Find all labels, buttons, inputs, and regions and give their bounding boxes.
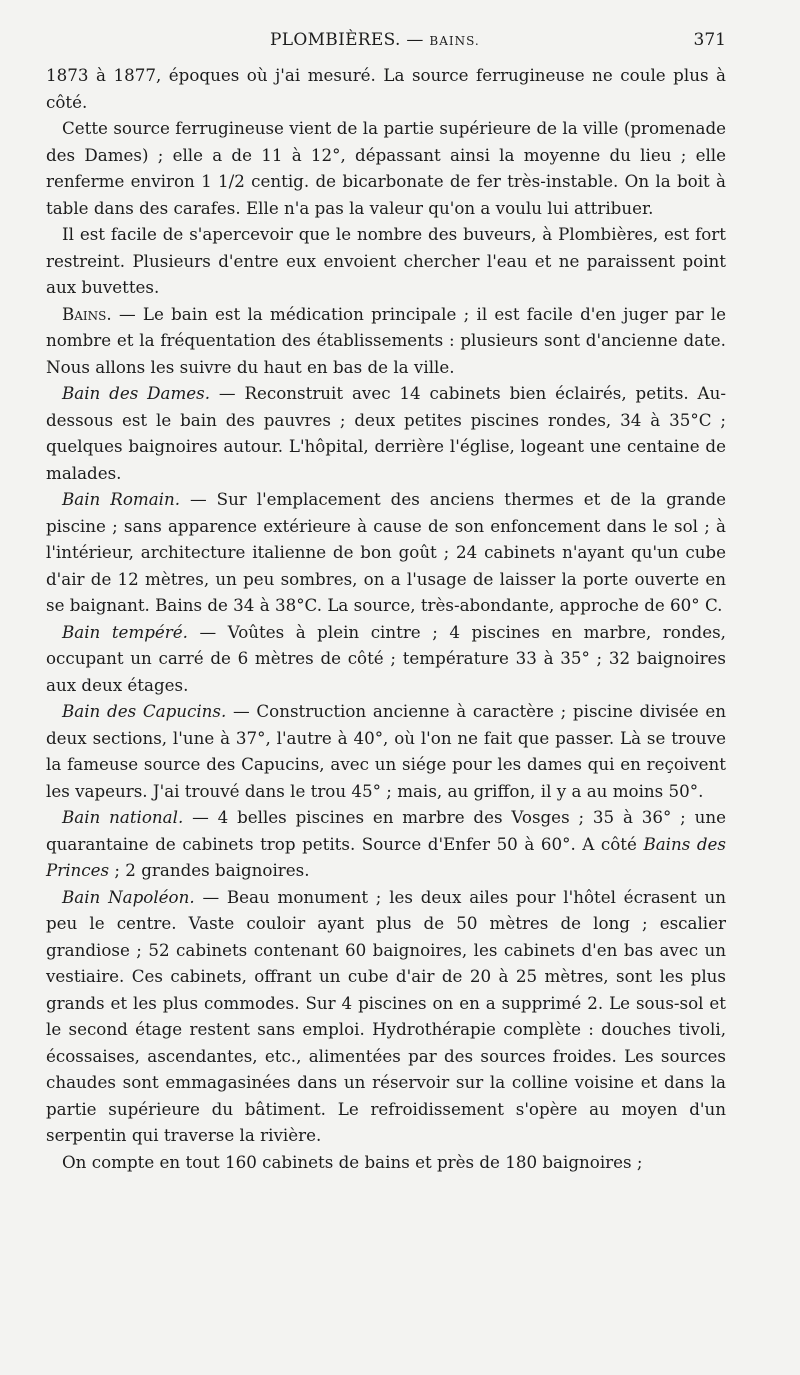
paragraph (46, 884, 726, 1149)
paragraph (46, 115, 726, 221)
italic-heading: Bain tempéré. (62, 621, 188, 642)
paragraph-text: 1873 à 1877, époques où j'ai mesuré. La source ferrugineuse ne coule plus à côté. (46, 65, 726, 112)
small-caps-heading: Bains. (62, 303, 112, 324)
paragraph-text: — 4 belles piscines en marbre des Vosges ; 35 à 36° ; une quarantaine de cabinets trop petits. Source d'Enfer 50 à 60°. A côté (46, 807, 726, 854)
paragraph-text: — Sur l'emplacement des anciens thermes et de la grande piscine ; sans apparence extérieure à cause de son enfoncement dans le sol ; à l'intérieur, architecture italienne de bon goût ; 24 cabinets n'ayant qu'un cube d'air de 12 mètres, un peu sombres, on a l'usage de laisser la porte ouverte en se baignant. Bains de 34 à 38°C. La source, très-abondante, approche de 60° C. (46, 489, 727, 615)
body-text (46, 62, 726, 1175)
running-header (46, 28, 726, 62)
italic-heading: Bain des Capucins. (62, 701, 227, 721)
italic-heading: Bain des Dames. (62, 383, 211, 403)
running-title: PLOMBIÈRES. — BAINS. (270, 30, 480, 50)
paragraph (46, 804, 726, 884)
italic-heading: Bain national. (62, 807, 184, 827)
paragraph (46, 380, 726, 486)
paragraph-text: On compte en tout 160 cabinets de bains et près de 180 baignoires ; (62, 1151, 643, 1172)
paragraph-text: — Reconstruit avec 14 cabinets bien éclairés, petits. Au-dessous est le bain des pauvres ; deux petites piscines rondes, 34 à 35°C ; quelques baignoires autour. L'hôpital, derrière l'église, logeant une centaine de malades. (46, 383, 726, 483)
paragraph (46, 619, 726, 699)
paragraph-text: Cette source ferrugineuse vient de la partie supérieure de la ville (promenade des Dames) ; elle a de 11 à 12°, dépassant ainsi la moyenne du lieu ; elle renferme environ 1 1/2 centig. de bicarbonate de fer très-instable. On la boit à table dans des carafes. Elle n'a pas la valeur qu'on a voulu lui attribuer. (46, 118, 726, 218)
italic-heading: Bains des Princes (46, 833, 726, 880)
italic-heading: Bain Napoléon. (62, 886, 195, 907)
paragraph-text: — Le bain est la médication principale ; il est facile d'en juger par le nombre et la fréquentation des établissements : plusieurs sont d'ancienne date. Nous allons les suivre du haut en bas de la ville. (46, 303, 726, 377)
paragraph (46, 62, 726, 115)
running-subtitle: BAINS. (429, 34, 480, 48)
paragraph-text: — Construction ancienne à caractère ; piscine divisée en deux sections, l'une à 37°, l'autre à 40°, où l'on ne fait que passer. Là se trouve la fameuse source des Capucins, avec un siége pour les dames qui en reçoivent les vapeurs. J'ai trouvé dans le trou 45° ; mais, au griffon, il y a au moins 50°. (46, 701, 726, 801)
paragraph (46, 486, 726, 619)
italic-heading: Bain Romain. (62, 489, 181, 509)
paragraph (46, 221, 726, 301)
paragraph (46, 301, 726, 381)
page-number: 371 (693, 30, 726, 50)
paragraph (46, 1149, 726, 1176)
paragraph-text: Il est facile de s'apercevoir que le nombre des buveurs, à Plombières, est fort restreint. Plusieurs d'entre eux envoient chercher l'eau et ne paraissent point aux buvettes. (46, 224, 726, 297)
paragraph (46, 698, 726, 804)
paragraph-text: — Voûtes à plein cintre ; 4 piscines en marbre, rondes, occupant un carré de 6 mètres de côté ; température 33 à 35° ; 32 baignoires aux deux étages. (46, 621, 726, 695)
paragraph-text: ; 2 grandes baignoires. (109, 860, 310, 880)
paragraph-text: — Beau monument ; les deux ailes pour l'hôtel écrasent un peu le centre. Vaste couloir ayant plus de 50 mètres de long ; escalier grandiose ; 52 cabinets contenant 60 baignoires, les cabinets d'en bas avec un vestiaire. Ces cabinets, offrant un cube d'air de 20 à 25 mètres, sont les plus grands et les plus commodes. Sur 4 piscines on en a supprimé 2. Le sous-sol et le second étage restent sans emploi. Hydrothérapie complète : douches tivoli, écossaises, ascendantes, etc., alimentées par des sources froides. Les sources chaudes sont emmagasinées dans un réservoir sur la colline voisine et dans la partie supérieure du bâtiment. Le refroidissement s'opère au moyen d'un serpentin qui traverse la rivière. (46, 886, 726, 1145)
